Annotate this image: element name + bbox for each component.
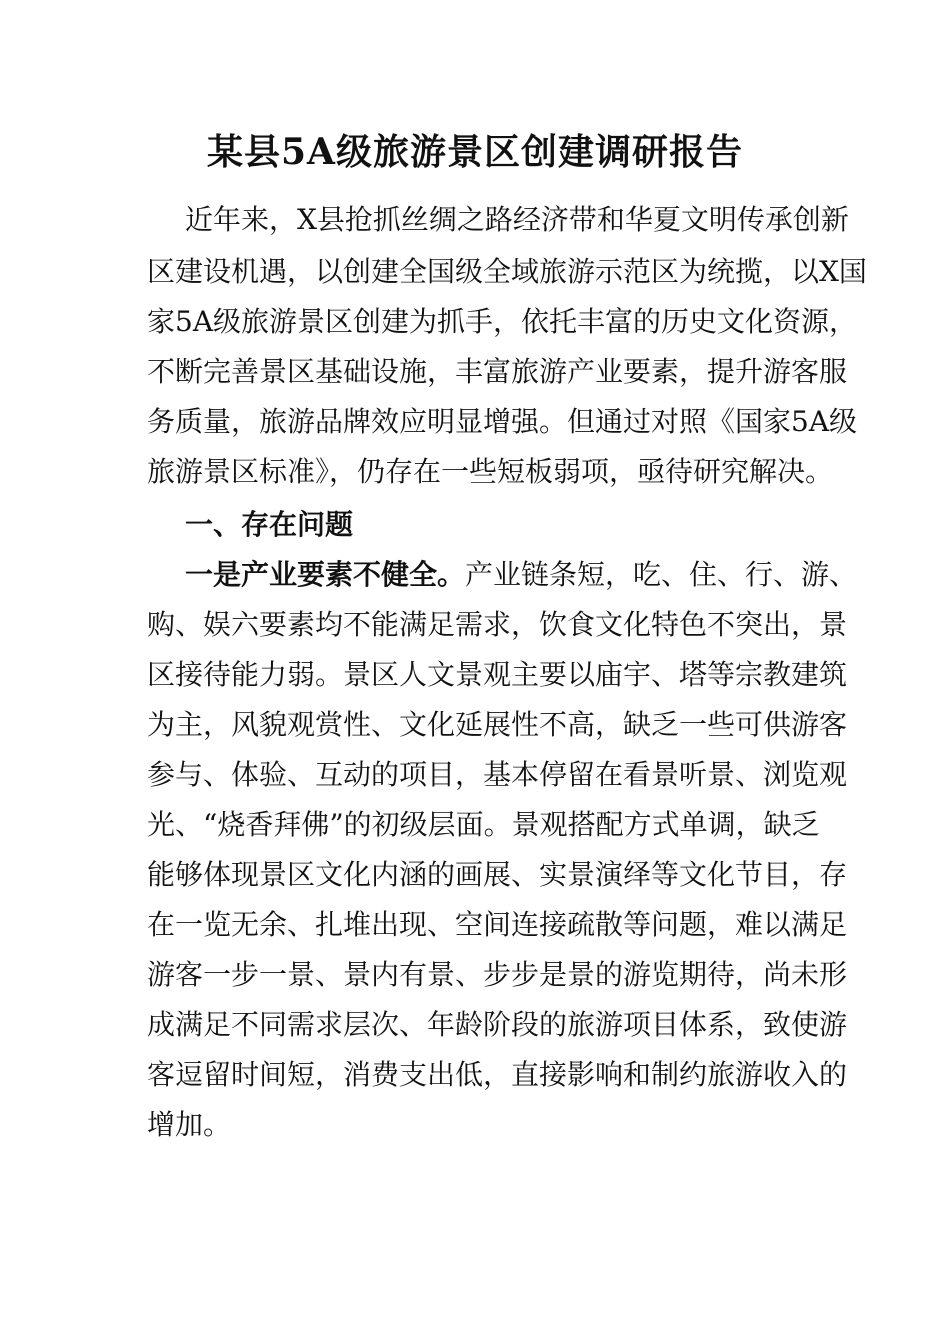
intro-line-3: 家5A级旅游景区创建为抓手，依托丰富的历史文化资源，: [147, 305, 858, 338]
intro-line-2: 区建设机遇，以创建全国级全域旅游示范区为统揽，以X国: [147, 255, 867, 288]
point1-line-8: 在一览无余、扎堆出现、空间连接疏散等问题，难以满足: [147, 908, 848, 941]
point1-line-11: 客逗留时间短，消费支出低，直接影响和制约旅游收入的: [147, 1058, 848, 1091]
point1-first-line-rest: 产业链条短，吃、住、行、游、: [465, 558, 858, 591]
intro-line-5: 务质量，旅游品牌效应明显增强。但通过对照《国家5A级: [147, 405, 858, 438]
point1-first-line: [185, 555, 858, 595]
point1-line-4: 为主，风貌观赏性、文化延展性不高，缺乏一些可供游客: [147, 708, 848, 741]
section-heading: 一、存在问题: [185, 508, 354, 541]
document-title: 某县5A级旅游景区创建调研报告: [207, 131, 743, 173]
point1-line-9: 游客一步一景、景内有景、步步是景的游览期待，尚未形: [147, 958, 848, 991]
point1-lead: 一是产业要素不健全。: [185, 558, 466, 591]
point1-line-3: 区接待能力弱。景区人文景观主要以庙宇、塔等宗教建筑: [147, 658, 848, 691]
intro-line-1: 近年来，X县抢抓丝绸之路经济带和华夏文明传承创新: [185, 203, 849, 236]
point1-line-12: 增加。: [147, 1108, 232, 1141]
intro-line-4: 不断完善景区基础设施，丰富旅游产业要素，提升游客服: [147, 355, 848, 388]
point1-line-6: 光、“烧香拜佛”的初级层面。景观搭配方式单调，缺乏: [147, 808, 820, 841]
point1-line-2: 购、娱六要素均不能满足需求，饮食文化特色不突出，景: [147, 608, 848, 641]
point1-line-7: 能够体现景区文化内涵的画展、实景演绎等文化节目，存: [147, 858, 848, 891]
point1-line-10: 成满足不同需求层次、年龄阶段的旅游项目体系，致使游: [147, 1008, 848, 1041]
intro-line-6: 旅游景区标准》，仍存在一些短板弱项，亟待研究解决。: [147, 455, 834, 488]
point1-line-5: 参与、体验、互动的项目，基本停留在看景听景、浏览观: [147, 758, 848, 791]
